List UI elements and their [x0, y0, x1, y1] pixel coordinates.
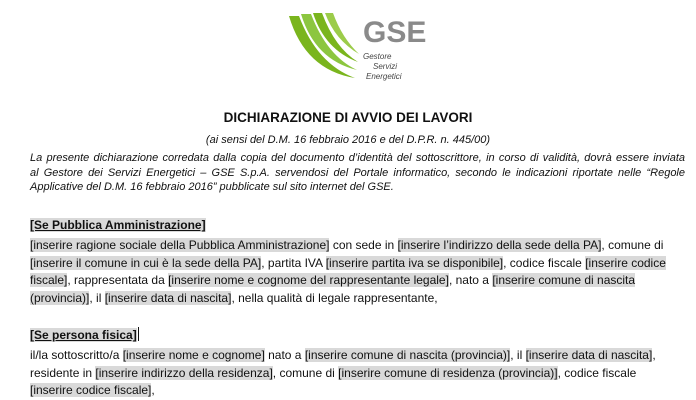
pa-line-4: [30, 290, 680, 308]
section-heading-pf-text[interactable]: [Se persona fisica]: [30, 328, 137, 342]
pa-line-1: [30, 237, 680, 255]
logo-subtitle-1: Gestore: [363, 52, 392, 61]
paragraph-pa: [30, 237, 680, 307]
field-nome-rappresentante[interactable]: [inserire nome e cognome del rappresentante legale]: [168, 273, 449, 287]
field-comune-nascita[interactable]: [inserire comune di nascita (provincia)]: [304, 348, 511, 362]
field-ragione-sociale[interactable]: [inserire ragione sociale della Pubblica Amministrazione]: [30, 238, 330, 252]
field-data-nascita[interactable]: [inserire data di nascita]: [525, 348, 653, 362]
text-segment: ,: [151, 383, 155, 397]
pf-line-2: [30, 365, 680, 383]
field-codice-fiscale[interactable]: [inserire codice fiscale]: [30, 383, 152, 397]
paragraph-pf: [30, 347, 680, 400]
text-segment: , comune di: [601, 238, 664, 252]
text-segment: il/la sottoscritto/a: [30, 348, 123, 362]
field-indirizzo-residenza[interactable]: [inserire indirizzo della residenza]: [95, 365, 273, 380]
section-heading-pa-text[interactable]: [Se Pubblica Amministrazione]: [30, 218, 206, 232]
document-title: DICHIARAZIONE DI AVVIO DEI LAVORI: [223, 110, 473, 125]
intro-line-1: La presente dichiarazione corredata dalla copia del documento d’identità del sottoscrittore, in corso di validità, dovrà essere inviata: [30, 152, 685, 164]
field-codice-fiscale-pa-cont[interactable]: fiscale]: [30, 273, 68, 287]
text-segment: , il: [89, 290, 105, 305]
intro-paragraph: [30, 151, 685, 195]
field-nome-cognome[interactable]: [inserire nome e cognome]: [122, 348, 265, 362]
field-indirizzo-sede[interactable]: [inserire l’indirizzo della sede della PA]: [397, 238, 602, 252]
pa-line-2: [30, 255, 680, 273]
text-segment: , nella qualità di legale rappresentante,: [231, 290, 438, 305]
section-heading-pa: [30, 218, 206, 233]
text-segment: , il: [510, 348, 526, 362]
pf-line-1: [30, 347, 680, 365]
field-comune-residenza[interactable]: [inserire comune di residenza (provincia)]: [338, 365, 558, 380]
field-codice-fiscale-pa[interactable]: [inserire codice: [585, 255, 666, 270]
text-segment: con sede in: [329, 238, 398, 252]
logo-wordmark: GSE: [363, 16, 427, 49]
pf-line-3: [30, 382, 680, 400]
field-partita-iva[interactable]: [inserire partita iva se disponibile]: [325, 255, 504, 270]
text-cursor: [138, 327, 139, 341]
text-segment: , comune di: [272, 365, 339, 380]
field-comune-nascita-rappr-cont[interactable]: (provincia)]: [30, 290, 90, 305]
text-segment: , nato a: [448, 273, 493, 287]
text-segment: , codice fiscale: [503, 255, 586, 270]
field-data-nascita-rappr[interactable]: [inserire data di nascita]: [104, 290, 232, 305]
gse-logo: [285, 8, 435, 86]
field-comune-sede[interactable]: [inserire il comune in cui è la sede della PA]: [30, 255, 262, 270]
intro-line-2: al Gestore dei Servizi Energetici – GSE S.p.A. servendosi del Portale informatico, secondo le indicazioni riportate nelle “Regole: [30, 166, 685, 179]
text-segment: ,: [652, 348, 656, 362]
gse-swoosh-graphic: [285, 8, 365, 86]
field-comune-nascita-rappr[interactable]: [inserire comune di nascita: [492, 273, 636, 287]
text-segment: , partita IVA: [261, 255, 326, 270]
document-subtitle: (ai sensi del D.M. 16 febbraio 2016 e del D.P.R. n. 445/00): [205, 134, 491, 146]
pa-line-3: [30, 272, 680, 290]
section-heading-pf: [30, 327, 139, 343]
text-segment: , rappresentata da: [67, 273, 169, 287]
text-segment: , codice fiscale: [557, 365, 637, 380]
logo-subtitle-2: Servizi: [373, 62, 398, 71]
text-segment: nato a: [264, 348, 305, 362]
logo-subtitle-3: Energetici: [366, 72, 402, 81]
intro-line-3: Applicative del D.M. 16 febbraio 2016” pubblicate sul sito internet del GSE.: [30, 181, 394, 193]
text-segment: residente in: [30, 365, 96, 380]
